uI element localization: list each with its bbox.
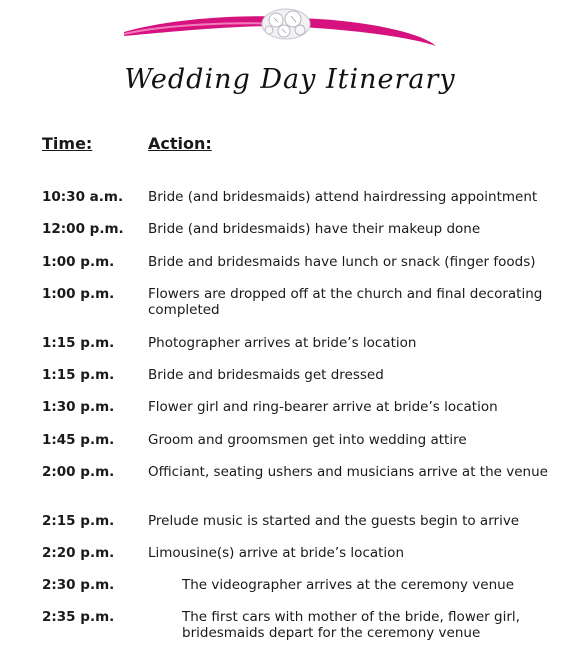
row-action: Bride and bridesmaids get dressed xyxy=(148,367,384,383)
row-time: 2:30 p.m. xyxy=(42,577,115,593)
action-column-header: Action: xyxy=(148,134,212,153)
row-time: 1:00 p.m. xyxy=(42,286,115,302)
row-time: 1:15 p.m. xyxy=(42,335,115,351)
banner-ornament xyxy=(118,4,440,52)
row-action: Officiant, seating ushers and musicians arrive at the venue xyxy=(148,464,548,480)
row-action: Bride (and bridesmaids) attend hairdressing appointment xyxy=(148,189,538,205)
row-action: Groom and groomsmen get into wedding attire xyxy=(148,432,467,448)
row-action: The videographer arrives at the ceremony venue xyxy=(182,577,514,593)
jewel-icon xyxy=(262,9,310,39)
row-time: 10:30 a.m. xyxy=(42,189,124,205)
row-action: Limousine(s) arrive at bride’s location xyxy=(148,545,404,561)
time-column-header: Time: xyxy=(42,134,93,153)
row-time: 2:35 p.m. xyxy=(42,609,115,625)
row-action: Prelude music is started and the guests begin to arrive xyxy=(148,513,520,529)
row-time: 1:45 p.m. xyxy=(42,432,115,448)
row-time: 12:00 p.m. xyxy=(42,221,124,237)
row-time: 2:15 p.m. xyxy=(42,513,115,529)
row-time: 2:20 p.m. xyxy=(42,545,115,561)
row-action: The first cars with mother of the bride, flower girl, bridesmaids depart for the ceremony venue xyxy=(182,609,520,641)
page-title: Wedding Day Itinerary xyxy=(124,64,456,95)
row-time: 1:15 p.m. xyxy=(42,367,115,383)
row-action: Flower girl and ring-bearer arrive at bride’s location xyxy=(148,399,498,415)
row-action: Photographer arrives at bride’s location xyxy=(148,335,417,351)
row-time: 2:00 p.m. xyxy=(42,464,115,480)
row-time: 1:00 p.m. xyxy=(42,254,115,270)
row-action: Flowers are dropped off at the church and final decorating completed xyxy=(148,286,543,318)
row-time: 1:30 p.m. xyxy=(42,399,115,415)
row-action: Bride (and bridesmaids) have their makeup done xyxy=(148,221,481,237)
row-action: Bride and bridesmaids have lunch or snack (finger foods) xyxy=(148,254,536,270)
